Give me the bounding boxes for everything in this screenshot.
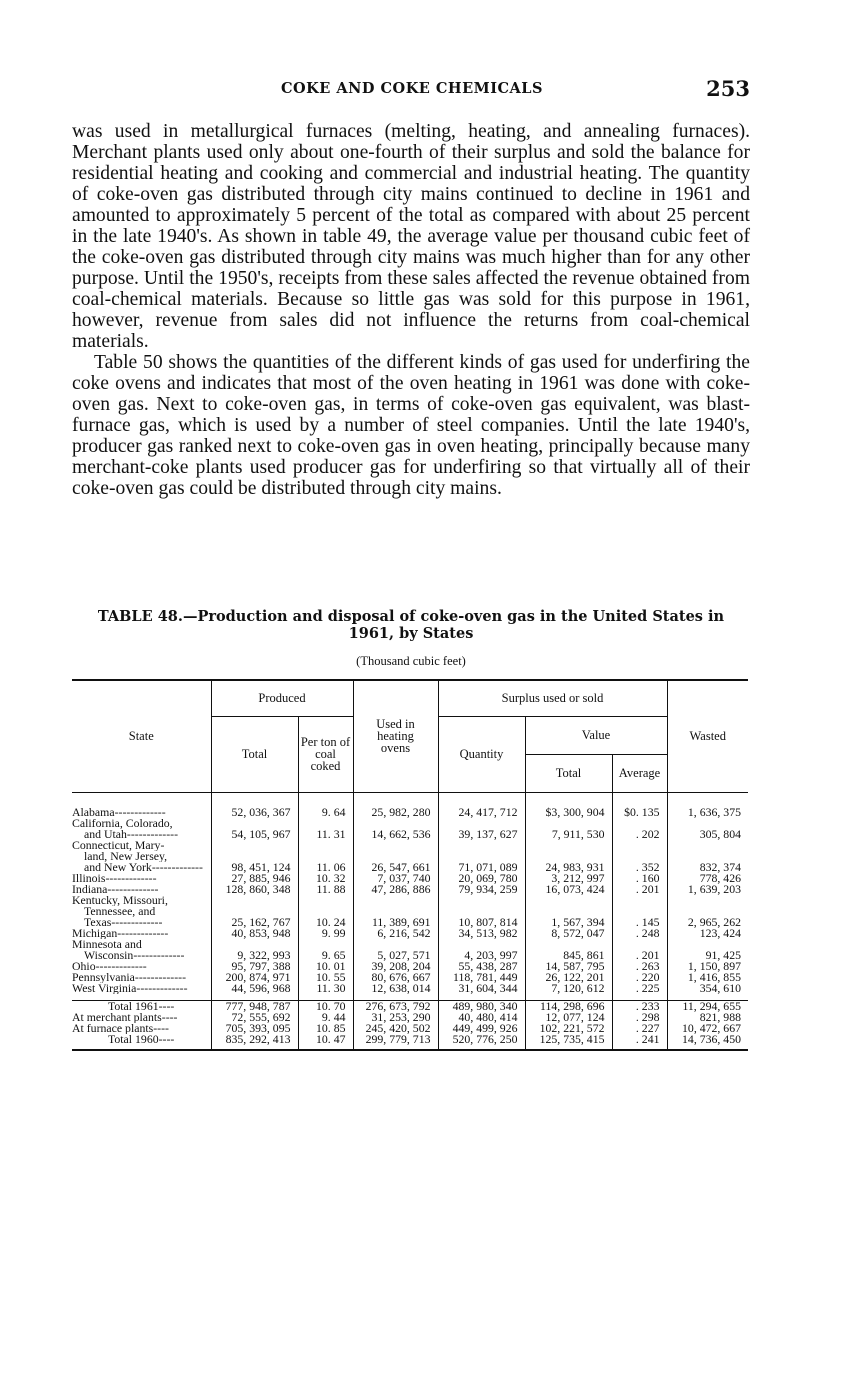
cell-per-ton: 10. 55 (298, 972, 353, 983)
cell-used-heating: 245, 420, 502 (353, 1023, 438, 1034)
cell-average: $0. 135 (612, 807, 667, 818)
table-row (72, 829, 748, 840)
leader-dots: ------------- (126, 828, 178, 840)
leader-dots: ------------- (117, 927, 169, 939)
cell-used-heating: 39, 208, 204 (353, 961, 438, 972)
cell-quantity: 489, 980, 340 (438, 1000, 525, 1012)
state-label (72, 917, 211, 928)
cell-wasted: 354, 610 (667, 983, 748, 994)
table-row (72, 884, 748, 895)
state-name: and Utah (84, 828, 127, 840)
cell-used-heating (353, 840, 438, 851)
cell-used-heating: 12, 638, 014 (353, 983, 438, 994)
cell-total: 54, 105, 967 (211, 829, 298, 840)
cell-average: . 160 (612, 873, 667, 884)
cell-used-heating: 14, 662, 536 (353, 829, 438, 840)
cell-wasted: 91, 425 (667, 950, 748, 961)
cell-wasted (667, 840, 748, 851)
total-label (72, 1034, 211, 1050)
cell-per-ton: 9. 65 (298, 950, 353, 961)
cell-per-ton: 10. 70 (298, 1000, 353, 1012)
total-label-text: Total 1960 (108, 1033, 159, 1046)
cell-total: 835, 292, 413 (211, 1034, 298, 1050)
state-name: land, New Jersey, (84, 850, 168, 862)
leader-dots: ---- (158, 1033, 175, 1046)
cell-average: . 145 (612, 917, 667, 928)
cell-average: . 201 (612, 884, 667, 895)
cell-quantity: 4, 203, 997 (438, 950, 525, 961)
cell-average: . 233 (612, 1000, 667, 1012)
leader-dots: ------------- (107, 883, 159, 895)
cell-per-ton: 9. 44 (298, 1012, 353, 1023)
total-label-text: At merchant plants (72, 1011, 162, 1023)
state-label (72, 851, 211, 862)
cell-quantity: 24, 417, 712 (438, 807, 525, 818)
page-number: 253 (706, 76, 750, 101)
state-label (72, 807, 211, 818)
cell-value-total: 24, 983, 931 (525, 862, 612, 873)
cell-wasted: 2, 965, 262 (667, 917, 748, 928)
leader-dots: ---- (153, 1022, 169, 1034)
cell-total: 777, 948, 787 (211, 1000, 298, 1012)
cell-per-ton: 9. 99 (298, 928, 353, 939)
cell-value-total: 845, 861 (525, 950, 612, 961)
cell-used-heating (353, 895, 438, 906)
state-name: Wisconsin (84, 949, 134, 961)
cell-total: 200, 874, 971 (211, 972, 298, 983)
cell-used-heating: 6, 216, 542 (353, 928, 438, 939)
cell-value-total: 12, 077, 124 (525, 1012, 612, 1023)
state-label (72, 939, 211, 950)
paragraph: was used in metallurgical furnaces (melting, heating, and annealing furnaces). Merchant plants used only about one-fourth of their surplus and sold the balance for residential heating and cooking and commercial and industrial heating. The quantity of coke-oven gas distributed through city mains continued to decline in 1961 and amounted to approximately 5 percent of the total as compared with about 25 percent in the late 1940's. As shown in table 49, the average value per thousand cubic feet of the coke-oven gas distributed through city mains was much higher than for any other purpose. Until the 1950's, receipts from these sales affected the revenue obtained from coal-chemical materials. Because so little gas was sold for this purpose in 1961, however, revenue from sales did not influence the returns from coal-chemical materials. (72, 121, 750, 352)
cell-value-total: 102, 221, 572 (525, 1023, 612, 1034)
cell-value-total: 114, 298, 696 (525, 1000, 612, 1012)
col-header-state: State (72, 680, 211, 792)
cell-total: 128, 860, 348 (211, 884, 298, 895)
leader-dots: ---- (158, 1000, 175, 1012)
cell-quantity: 118, 781, 449 (438, 972, 525, 983)
state-label (72, 840, 211, 851)
state-label (72, 829, 211, 840)
state-name: Alabama (72, 806, 115, 818)
cell-value-total: 3, 212, 997 (525, 873, 612, 884)
cell-total (211, 895, 298, 906)
cell-total: 40, 853, 948 (211, 928, 298, 939)
table-row (72, 840, 748, 851)
cell-wasted: 1, 639, 203 (667, 884, 748, 895)
cell-value-total: 125, 735, 415 (525, 1034, 612, 1050)
cell-total: 9, 322, 993 (211, 950, 298, 961)
cell-wasted: 10, 472, 667 (667, 1023, 748, 1034)
cell-wasted (667, 895, 748, 906)
cell-average: . 202 (612, 829, 667, 840)
col-header-value: Value (525, 716, 667, 754)
cell-used-heating: 7, 037, 740 (353, 873, 438, 884)
leader-dots: ------------- (95, 960, 147, 972)
cell-quantity: 71, 071, 089 (438, 862, 525, 873)
cell-quantity: 39, 137, 627 (438, 829, 525, 840)
cell-total: 44, 596, 968 (211, 983, 298, 994)
cell-used-heating: 25, 982, 280 (353, 807, 438, 818)
state-name: Pennsylvania (72, 971, 135, 983)
cell-average: . 227 (612, 1023, 667, 1034)
cell-average: . 241 (612, 1034, 667, 1050)
cell-per-ton (298, 840, 353, 851)
cell-quantity: 79, 934, 259 (438, 884, 525, 895)
cell-total: 95, 797, 388 (211, 961, 298, 972)
state-name: Indiana (72, 883, 108, 895)
paragraph: Table 50 shows the quantities of the different kinds of gas used for underfiring the coke ovens and indicates that most of the oven heating in 1961 was done with coke-oven gas. Next to coke-oven gas, in terms of coke-oven gas equivalent, was blast-furnace gas, which is used by a number of steel companies. Until the late 1940's, producer gas ranked next to coke-oven gas in oven heating, principally because many merchant-coke plants used producer gas for underfiring so that virtually all of their coke-oven gas could be distributed through city mains. (72, 352, 750, 499)
cell-wasted: 1, 150, 897 (667, 961, 748, 972)
running-head (72, 78, 752, 102)
cell-value-total: 14, 587, 795 (525, 961, 612, 972)
cell-average: . 201 (612, 950, 667, 961)
cell-average (612, 895, 667, 906)
cell-quantity: 55, 438, 287 (438, 961, 525, 972)
cell-average: . 225 (612, 983, 667, 994)
cell-quantity: 520, 776, 250 (438, 1034, 525, 1050)
leader-dots: ------------- (105, 872, 157, 884)
cell-value-total (525, 840, 612, 851)
cell-wasted: 1, 636, 375 (667, 807, 748, 818)
state-label (72, 873, 211, 884)
state-label (72, 928, 211, 939)
cell-value-total (525, 895, 612, 906)
cell-average: . 220 (612, 972, 667, 983)
total-label (72, 1012, 211, 1023)
total-label-text: At furnace plants (72, 1022, 154, 1034)
running-title: COKE AND COKE CHEMICALS (281, 80, 543, 97)
cell-total: 25, 162, 767 (211, 917, 298, 928)
cell-average (612, 840, 667, 851)
cell-quantity: 20, 069, 780 (438, 873, 525, 884)
state-name: West Virginia (72, 982, 137, 994)
total-row (72, 1034, 748, 1050)
cell-quantity: 34, 513, 982 (438, 928, 525, 939)
cell-value-total: 7, 120, 612 (525, 983, 612, 994)
cell-total: 27, 885, 946 (211, 873, 298, 884)
cell-per-ton: 11. 88 (298, 884, 353, 895)
col-header-used-heating: Used in heating ovens (353, 680, 438, 792)
cell-wasted: 305, 804 (667, 829, 748, 840)
leader-dots: ------------- (134, 971, 186, 983)
cell-wasted: 11, 294, 655 (667, 1000, 748, 1012)
table-row (72, 983, 748, 994)
gas-table (72, 679, 748, 1051)
body-text (72, 121, 750, 499)
cell-wasted: 123, 424 (667, 928, 748, 939)
cell-wasted: 778, 426 (667, 873, 748, 884)
cell-value-total: 26, 122, 201 (525, 972, 612, 983)
cell-quantity (438, 840, 525, 851)
cell-value-total: $3, 300, 904 (525, 807, 612, 818)
leader-dots: ------------- (133, 949, 185, 961)
col-header-total: Total (211, 716, 298, 792)
col-header-value-total: Total (525, 754, 612, 792)
cell-used-heating: 47, 286, 886 (353, 884, 438, 895)
cell-value-total: 16, 073, 424 (525, 884, 612, 895)
state-name: and New York (84, 861, 152, 873)
leader-dots: ------------- (136, 982, 188, 994)
cell-used-heating: 26, 547, 661 (353, 862, 438, 873)
cell-per-ton: 11. 30 (298, 983, 353, 994)
cell-per-ton: 11. 31 (298, 829, 353, 840)
cell-per-ton: 10. 85 (298, 1023, 353, 1034)
state-name: Tennessee, and (84, 905, 156, 917)
cell-quantity (438, 895, 525, 906)
cell-quantity: 449, 499, 926 (438, 1023, 525, 1034)
total-label (72, 1000, 211, 1012)
col-header-average: Average (612, 754, 667, 792)
state-name: Minnesota and (72, 938, 142, 950)
cell-average: . 298 (612, 1012, 667, 1023)
state-label (72, 906, 211, 917)
cell-value-total: 1, 567, 394 (525, 917, 612, 928)
cell-used-heating: 11, 389, 691 (353, 917, 438, 928)
leader-dots: ------------- (111, 916, 163, 928)
table-row (72, 807, 748, 818)
cell-average: . 352 (612, 862, 667, 873)
cell-quantity: 40, 480, 414 (438, 1012, 525, 1023)
cell-average: . 248 (612, 928, 667, 939)
col-header-per-ton: Per ton of coal coked (298, 716, 353, 792)
cell-value-total: 8, 572, 047 (525, 928, 612, 939)
cell-value-total: 7, 911, 530 (525, 829, 612, 840)
state-name: Illinois (72, 872, 106, 884)
cell-quantity: 10, 807, 814 (438, 917, 525, 928)
state-label (72, 884, 211, 895)
cell-wasted: 821, 988 (667, 1012, 748, 1023)
leader-dots: ---- (161, 1011, 178, 1023)
cell-per-ton (298, 895, 353, 906)
state-name: California, Colorado, (72, 817, 173, 829)
leader-dots: ------------- (114, 806, 166, 818)
cell-per-ton: 10. 47 (298, 1034, 353, 1050)
cell-average: . 263 (612, 961, 667, 972)
state-label (72, 895, 211, 906)
state-name: Michigan (72, 927, 118, 939)
state-name: Connecticut, Mary- (72, 839, 165, 851)
table-caption-line: TABLE 48.—Production and disposal of coke-oven gas in the United States in (97, 608, 725, 625)
col-header-surplus: Surplus used or sold (438, 680, 667, 716)
state-label (72, 818, 211, 829)
cell-used-heating: 276, 673, 792 (353, 1000, 438, 1012)
table-row (72, 895, 748, 906)
table-row (72, 928, 748, 939)
cell-per-ton: 10. 32 (298, 873, 353, 884)
cell-per-ton: 9. 64 (298, 807, 353, 818)
cell-wasted: 832, 374 (667, 862, 748, 873)
table-caption (72, 608, 750, 642)
state-label (72, 961, 211, 972)
cell-quantity: 31, 604, 344 (438, 983, 525, 994)
cell-total: 72, 555, 692 (211, 1012, 298, 1023)
cell-used-heating: 31, 253, 290 (353, 1012, 438, 1023)
state-label (72, 972, 211, 983)
total-label (72, 1023, 211, 1034)
leader-dots: ------------- (151, 861, 203, 873)
cell-wasted: 1, 416, 855 (667, 972, 748, 983)
cell-total: 98, 451, 124 (211, 862, 298, 873)
cell-per-ton: 10. 01 (298, 961, 353, 972)
state-label (72, 950, 211, 961)
table-caption-line: 1961, by States (348, 625, 474, 642)
cell-per-ton: 11. 06 (298, 862, 353, 873)
cell-per-ton: 10. 24 (298, 917, 353, 928)
col-header-wasted: Wasted (667, 680, 748, 792)
cell-used-heating: 299, 779, 713 (353, 1034, 438, 1050)
state-label (72, 983, 211, 994)
table-units: (Thousand cubic feet) (356, 654, 466, 668)
cell-total (211, 840, 298, 851)
cell-total: 705, 393, 095 (211, 1023, 298, 1034)
state-name: Kentucky, Missouri, (72, 894, 168, 906)
cell-used-heating: 80, 676, 667 (353, 972, 438, 983)
state-name: Ohio (72, 960, 96, 972)
state-name: Texas (84, 916, 112, 928)
cell-used-heating: 5, 027, 571 (353, 950, 438, 961)
cell-total: 52, 036, 367 (211, 807, 298, 818)
col-header-quantity: Quantity (438, 716, 525, 792)
cell-wasted: 14, 736, 450 (667, 1034, 748, 1050)
state-label (72, 862, 211, 873)
col-header-produced: Produced (211, 680, 353, 716)
total-label-text: Total 1961 (108, 1000, 159, 1012)
